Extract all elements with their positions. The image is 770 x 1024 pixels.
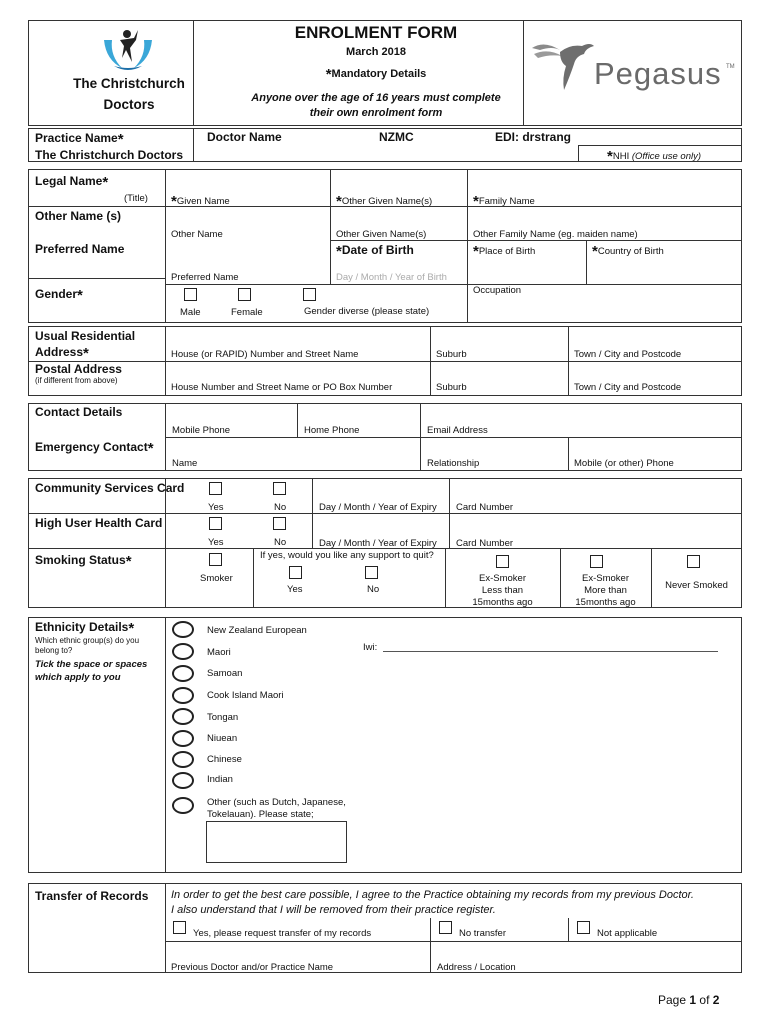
quit-support-question: If yes, would you like any support to quit? bbox=[260, 550, 434, 561]
emergency-name-field[interactable]: Name bbox=[172, 458, 198, 469]
postal-address-label: Postal Address bbox=[35, 362, 122, 376]
csc-no-label: No bbox=[274, 502, 287, 513]
place-of-birth-field[interactable]: Place of Birth bbox=[478, 246, 536, 257]
usual-residential-label: Usual Residential bbox=[35, 329, 136, 343]
huhc-yes-checkbox[interactable] bbox=[209, 517, 222, 530]
ethnicity-option-nz-european: New Zealand European bbox=[207, 625, 307, 636]
ethnicity-option-niuean: Niuean bbox=[207, 733, 238, 744]
huhc-label: High User Health Card bbox=[35, 516, 163, 530]
notice-line-2: their own enrolment form bbox=[309, 107, 443, 119]
huhc-no-checkbox[interactable] bbox=[273, 517, 286, 530]
ethnicity-radio-nz-european[interactable] bbox=[172, 621, 194, 638]
ethnicity-label: Ethnicity Details bbox=[35, 620, 129, 634]
page-number bbox=[658, 993, 719, 1007]
huhc-no-label: No bbox=[274, 537, 287, 548]
org-name: The Christchurch bbox=[73, 76, 185, 91]
home-phone-field[interactable]: Home Phone bbox=[304, 425, 360, 436]
not-applicable-checkbox[interactable] bbox=[577, 921, 590, 934]
relationship-field[interactable]: Relationship bbox=[427, 458, 480, 469]
practice-name-label: Practice Name bbox=[35, 131, 118, 145]
other-family-name-field[interactable]: Other Family Name (eg. maiden name) bbox=[473, 229, 638, 240]
preferred-name-field[interactable]: Preferred Name bbox=[171, 272, 239, 283]
ex-smoker-less-label-3: 15months ago bbox=[472, 597, 533, 608]
iwi-input-line[interactable] bbox=[383, 651, 718, 652]
transfer-consent: In order to get the best care possible, I agree to the Practice obtaining my records from my previous Doctor. bbox=[171, 889, 694, 901]
ethnicity-instruction-2: which apply to you bbox=[35, 672, 121, 683]
postal-note: (if different from above) bbox=[35, 376, 118, 385]
no-transfer-label: No transfer bbox=[459, 928, 506, 939]
ethnicity-radio-cook-island-maori[interactable] bbox=[172, 687, 194, 704]
ethnicity-question-2: belong to? bbox=[35, 646, 73, 655]
ethnicity-radio-niuean[interactable] bbox=[172, 730, 194, 747]
ex-smoker-less-label: Ex-Smoker bbox=[479, 573, 526, 584]
female-label: Female bbox=[231, 307, 263, 318]
csc-yes-label: Yes bbox=[208, 502, 224, 513]
iwi-label: Iwi: bbox=[363, 642, 378, 653]
quit-no-label: No bbox=[367, 584, 380, 595]
email-field[interactable]: Email Address bbox=[427, 425, 488, 436]
address-location-field[interactable]: Address / Location bbox=[437, 962, 516, 973]
ex-smoker-more-label: Ex-Smoker bbox=[582, 573, 629, 584]
csc-no-checkbox[interactable] bbox=[273, 482, 286, 495]
country-of-birth-field[interactable]: Country of Birth bbox=[597, 246, 664, 257]
csc-yes-checkbox[interactable] bbox=[209, 482, 222, 495]
notice-line-1: Anyone over the age of 16 years must complete bbox=[251, 92, 501, 104]
form-date: March 2018 bbox=[346, 46, 406, 58]
occupation-field[interactable]: Occupation bbox=[473, 285, 522, 296]
no-transfer-checkbox[interactable] bbox=[439, 921, 452, 934]
never-smoked-label: Never Smoked bbox=[665, 580, 728, 591]
mandatory-note: Mandatory Details bbox=[331, 68, 427, 80]
practice-name-value: The Christchurch Doctors bbox=[35, 148, 184, 162]
smoker-label: Smoker bbox=[200, 573, 233, 584]
emergency-contact-label: Emergency Contact bbox=[35, 440, 148, 454]
family-name-field[interactable]: Family Name bbox=[478, 196, 535, 207]
ethnicity-option-chinese: Chinese bbox=[207, 754, 242, 765]
usual-residential-label-line2: Address bbox=[35, 345, 84, 359]
ethnicity-radio-maori[interactable] bbox=[172, 643, 194, 660]
christchurch-doctors-logo bbox=[100, 26, 156, 72]
ethnicity-option-other: Other (such as Dutch, Japanese, bbox=[207, 797, 346, 808]
transfer-label: Transfer of Records bbox=[35, 889, 149, 903]
org-name-line2: Doctors bbox=[103, 97, 155, 112]
gender-diverse-label: Gender diverse (please state) bbox=[304, 306, 430, 317]
page-of: of bbox=[699, 993, 710, 1007]
mandatory-asterisk: * bbox=[325, 66, 332, 83]
quit-no-checkbox[interactable] bbox=[365, 566, 378, 579]
csc-label: Community Services Card bbox=[35, 481, 185, 495]
smoking-status-label: Smoking Status bbox=[35, 553, 126, 567]
other-name-field[interactable]: Other Name bbox=[171, 229, 223, 240]
ethnicity-radio-chinese[interactable] bbox=[172, 751, 194, 768]
previous-doctor-field[interactable]: Previous Doctor and/or Practice Name bbox=[171, 962, 334, 973]
nhi-note: (Office use only) bbox=[631, 151, 702, 162]
postal-town-field[interactable]: Town / City and Postcode bbox=[574, 382, 682, 393]
ex-smoker-more-checkbox[interactable] bbox=[590, 555, 603, 568]
legal-name-label: Legal Name bbox=[35, 174, 103, 188]
edi-label: EDI: drstrang bbox=[495, 130, 572, 144]
other-given-names-field[interactable]: Other Given Name(s) bbox=[341, 196, 433, 207]
dob-field[interactable]: Day / Month / Year of Birth bbox=[336, 272, 447, 283]
postal-street-field[interactable]: House Number and Street Name or PO Box Number bbox=[171, 382, 393, 393]
female-checkbox[interactable] bbox=[238, 288, 251, 301]
ethnicity-option-tongan: Tongan bbox=[207, 712, 239, 723]
date-of-birth-label: Date of Birth bbox=[341, 243, 414, 257]
preferred-name-label: Preferred Name bbox=[35, 242, 125, 256]
never-smoked-checkbox[interactable] bbox=[687, 555, 700, 568]
page-prefix: Page bbox=[658, 993, 687, 1007]
gender-diverse-checkbox[interactable] bbox=[303, 288, 316, 301]
postal-suburb-field[interactable]: Suburb bbox=[436, 382, 467, 393]
ethnicity-radio-other[interactable] bbox=[172, 797, 194, 814]
form-title: ENROLMENT FORM bbox=[294, 23, 458, 42]
transfer-yes-label: Yes, please request transfer of my records bbox=[193, 928, 372, 939]
ethnicity-other-input[interactable] bbox=[206, 821, 347, 863]
doctor-name-label: Doctor Name bbox=[207, 130, 282, 144]
pegasus-logo-text: Pegasus bbox=[594, 56, 722, 91]
other-names-label: Other Name (s) bbox=[35, 209, 122, 223]
ethnicity-option-other-2: Tokelauan). Please state; bbox=[207, 809, 314, 820]
contact-details-label: Contact Details bbox=[35, 405, 123, 419]
nhi-label: NHI bbox=[612, 151, 630, 162]
ex-smoker-more-label-2: More than bbox=[584, 585, 627, 596]
gender-label: Gender bbox=[35, 287, 78, 301]
quit-yes-checkbox[interactable] bbox=[289, 566, 302, 579]
ethnicity-radio-tongan[interactable] bbox=[172, 708, 194, 725]
ethnicity-question: Which ethnic group(s) do you bbox=[35, 636, 140, 645]
nzmc-label: NZMC bbox=[379, 130, 414, 144]
other-given-names2-field[interactable]: Other Given Name(s) bbox=[336, 229, 427, 240]
transfer-consent-2: I also understand that I will be removed from their practice register. bbox=[171, 904, 496, 916]
residential-suburb-field[interactable]: Suburb bbox=[436, 349, 467, 360]
csc-expiry-field[interactable]: Day / Month / Year of Expiry bbox=[319, 502, 437, 513]
huhc-yes-label: Yes bbox=[208, 537, 224, 548]
mobile-phone-field[interactable]: Mobile Phone bbox=[172, 425, 231, 436]
ethnicity-radio-samoan[interactable] bbox=[172, 665, 194, 682]
male-label: Male bbox=[180, 307, 201, 318]
huhc-card-number-field[interactable]: Card Number bbox=[456, 538, 514, 549]
ethnicity-instruction: Tick the space or spaces bbox=[35, 659, 148, 670]
ex-smoker-less-checkbox[interactable] bbox=[496, 555, 509, 568]
pegasus-horse-icon bbox=[530, 38, 596, 94]
ethnicity-option-cook-island-maori: Cook Island Maori bbox=[207, 690, 284, 701]
page-total: 2 bbox=[712, 993, 720, 1007]
residential-street-field[interactable]: House (or RAPID) Number and Street Name bbox=[171, 349, 359, 360]
given-name-field[interactable]: Given Name bbox=[176, 196, 230, 207]
ex-smoker-less-label-2: Less than bbox=[481, 585, 524, 596]
quit-yes-label: Yes bbox=[287, 584, 303, 595]
emergency-mobile-field[interactable]: Mobile (or other) Phone bbox=[574, 458, 674, 469]
not-applicable-label: Not applicable bbox=[597, 928, 658, 939]
ex-smoker-more-label-3: 15months ago bbox=[575, 597, 636, 608]
pegasus-tm: TM bbox=[726, 64, 735, 70]
residential-town-field[interactable]: Town / City and Postcode bbox=[574, 349, 682, 360]
page-current: 1 bbox=[689, 993, 697, 1007]
ethnicity-radio-indian[interactable] bbox=[172, 772, 194, 789]
title-field-label: (Title) bbox=[124, 193, 148, 204]
ethnicity-option-samoan: Samoan bbox=[207, 668, 243, 679]
ethnicity-option-indian: Indian bbox=[207, 774, 233, 785]
ethnicity-option-maori: Maori bbox=[207, 647, 231, 658]
smoker-checkbox[interactable] bbox=[209, 553, 222, 566]
male-checkbox[interactable] bbox=[184, 288, 197, 301]
transfer-yes-checkbox[interactable] bbox=[173, 921, 186, 934]
huhc-expiry-field[interactable]: Day / Month / Year of Expiry bbox=[319, 538, 437, 549]
csc-card-number-field[interactable]: Card Number bbox=[456, 502, 514, 513]
